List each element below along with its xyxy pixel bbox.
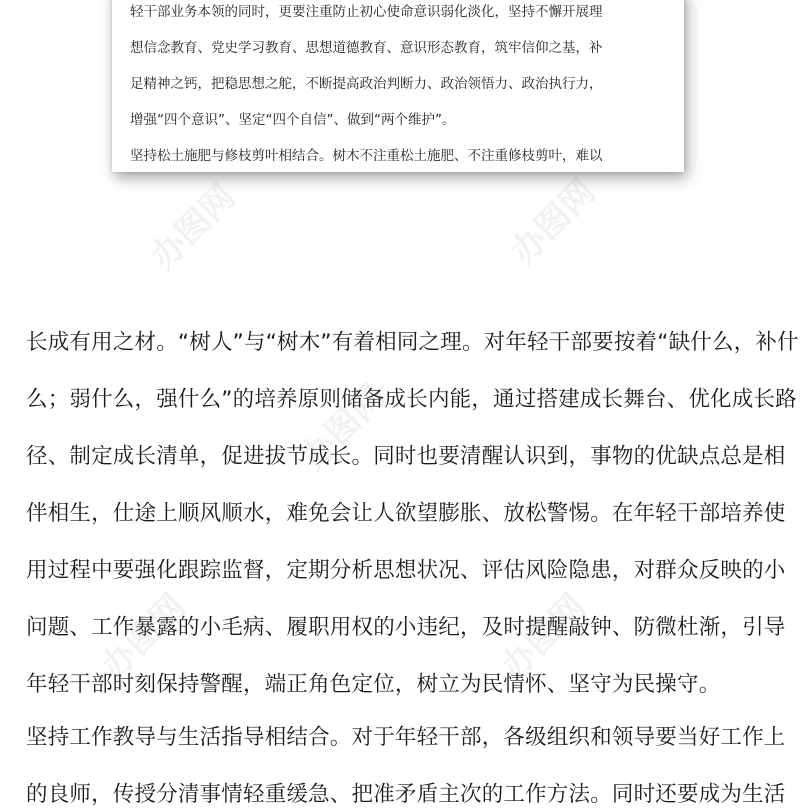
article-line: 问题、工作暴露的小毛病、履职用权的小违纪，及时提醒敲钟、防微杜渐，引导 [26,615,786,640]
document-preview-card [112,0,684,172]
watermark: 办图网 [293,376,394,478]
article-line: 径、制定成长清单，促进拔节成长。同时也要清醒认识到，事物的优缺点总是相 [26,444,786,469]
article-line: 年轻干部时刻保持警醒，端正角色定位，树立为民情怀、坚守为民操守。 [26,672,721,697]
article-line: 么；弱什么，强什么”的培养原则储备成长内能，通过搭建成长舞台、优化成长路 [26,387,797,412]
watermark: 办图网 [493,586,594,688]
article-line: 用过程中要强化跟踪监督，定期分析思想状况、评估风险隐患，对群众反映的小 [26,558,786,583]
card-line: 轻干部业务本领的同时，更要注重防止初心使命意识弱化淡化，坚持不懈开展理 [130,4,603,20]
watermark: 办图网 [503,171,604,273]
article-line: 的良师，传授分清事情轻重缓急、把准矛盾主次的工作方法。同时还要成为生活 [26,782,786,807]
card-line: 增强“四个意识”、坚定“四个自信”、做到“两个维护”。 [130,112,456,128]
article-line: 伴相生，仕途上顺风顺水，难免会让人欲望膨胀、放松警惕。在年轻干部培养使 [26,501,786,526]
article-line: 长成有用之材。“树人”与“树木”有着相同之理。对年轻干部要按着“缺什么，补什 [26,330,799,355]
card-line: 想信念教育、党史学习教育、思想道德教育、意识形态教育，筑牢信仰之基，补 [130,40,603,56]
card-line: 坚持松土施肥与修枝剪叶相结合。树木不注重松土施肥、不注重修枝剪叶，难以 [130,148,603,164]
card-line: 足精神之钙，把稳思想之舵，不断提高政治判断力、政治领悟力、政治执行力， [130,76,603,92]
article-line: 坚持工作教导与生活指导相结合。对于年轻干部，各级组织和领导要当好工作上 [26,725,786,750]
watermark: 办图网 [93,586,194,688]
watermark: 办图网 [143,176,244,278]
